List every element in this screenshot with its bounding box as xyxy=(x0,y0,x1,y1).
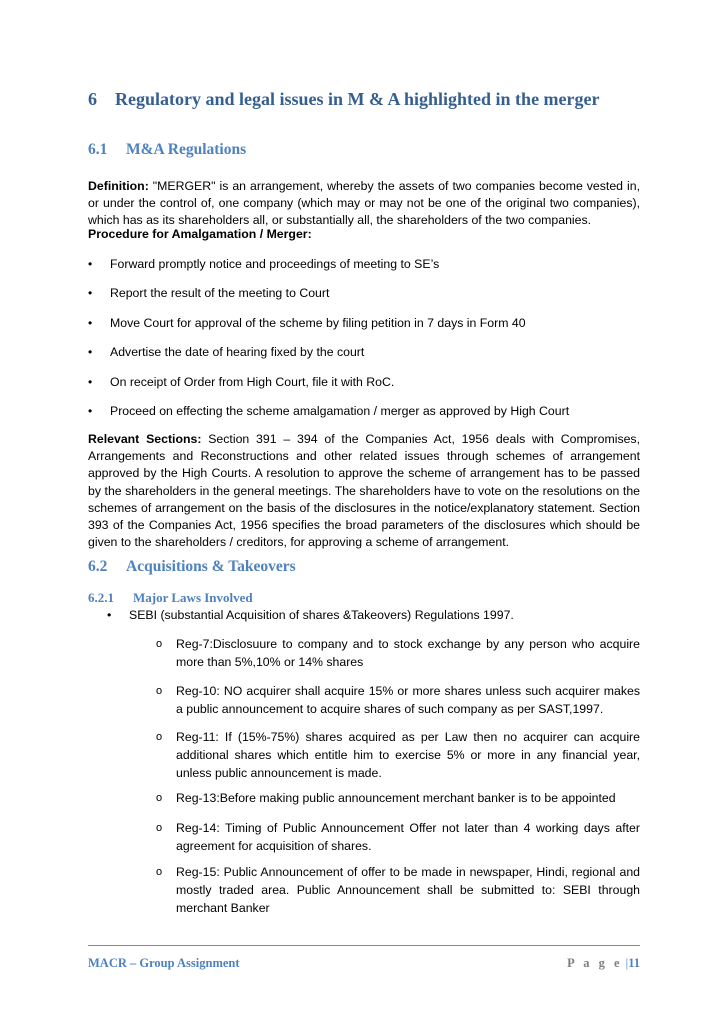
regulation-text: Reg-13:Before making public announcement merchant banker is to be appointed xyxy=(176,791,616,805)
procedure-step xyxy=(88,403,569,420)
bullet-icon: • xyxy=(107,608,112,622)
sub-bullet-icon: o xyxy=(156,866,163,878)
main-heading-title: Regulatory and legal issues in M & A highlighted in the merger xyxy=(115,89,600,109)
sub-bullet-icon: o xyxy=(156,685,163,697)
procedure-heading: Procedure for Amalgamation / Merger: xyxy=(88,227,312,241)
procedure-step xyxy=(88,374,394,391)
procedure-step-text: Move Court for approval of the scheme by filing petition in 7 days in Form 40 xyxy=(110,316,526,330)
section-6-1-title: M&A Regulations xyxy=(126,141,247,158)
procedure-step xyxy=(88,256,439,273)
procedure-step xyxy=(88,285,329,302)
footer-title: MACR – Group Assignment xyxy=(88,956,240,970)
section-6-2-title: Acquisitions & Takeovers xyxy=(126,558,296,575)
regulation-item xyxy=(156,636,640,672)
regulation-text: Reg-7:Disclosuure to company and to stock exchange by any person who acquire more than 5%,10% or 14% shares xyxy=(176,637,640,669)
bullet-icon: • xyxy=(88,345,93,359)
section-6-1-heading xyxy=(88,141,246,159)
procedure-step-text: Proceed on effecting the scheme amalgamation / merger as approved by High Court xyxy=(110,404,570,418)
procedure-step-text: Report the result of the meeting to Court xyxy=(110,286,330,300)
page-word: P a g e xyxy=(567,956,623,970)
sub-bullet-icon: o xyxy=(156,731,163,743)
regulation-item xyxy=(156,820,640,856)
regulation-text: Reg-10: NO acquirer shall acquire 15% or more shares unless such acquirer makes a public announcement to acquire shares of such company as per SAST,1997. xyxy=(176,684,640,716)
main-heading xyxy=(88,89,648,110)
main-heading-number: 6 xyxy=(88,89,97,109)
major-law-item xyxy=(107,608,514,622)
regulation-text: Reg-11: If (15%-75%) shares acquired as per Law then no acquirer can acquire additional shares which entitle him to exercise 5% or more in any financial year, unless public announcement is made. xyxy=(176,730,640,780)
bullet-icon: • xyxy=(88,316,93,330)
relevant-sections-label: Relevant Sections: xyxy=(88,432,202,446)
section-6-2-1-number: 6.2.1 xyxy=(88,590,114,605)
sub-bullet-icon: o xyxy=(156,822,163,834)
section-6-2-heading xyxy=(88,558,296,576)
sub-bullet-icon: o xyxy=(156,792,163,804)
bullet-icon: • xyxy=(88,286,93,300)
regulation-item xyxy=(156,729,640,782)
definition-label: Definition: xyxy=(88,179,149,193)
definition-text: "MERGER" is an arrangement, whereby the assets of two companies become vested in, or under the control of, one company (which may or may not be one of the original two companies), which has as its shareholders all, or substantially all, the shareholders of the two companies. xyxy=(88,179,640,228)
relevant-sections-text: Section 391 – 394 of the Companies Act, 1956 deals with Compromises, Arrangements and Reconstructions and other related issues through schemes of arrangement approved by the High Courts. A resolution to approve the scheme of arrangement has to be passed by the shareholders in the general meetings. The shareholders have to vote on the resolutions on the schemes of arrangement on the basis of the disclosures in the notice/explanatory statement. Section 393 of the Companies Act, 1956 specifies the broad parameters of the disclosures which should be given to the shareholders / creditors, for approving a scheme of arrangement. xyxy=(88,432,640,550)
regulation-item xyxy=(156,683,640,719)
bullet-icon: • xyxy=(88,404,93,418)
page-number-value: 11 xyxy=(628,956,640,970)
procedure-step xyxy=(88,315,526,332)
procedure-step-text: Advertise the date of hearing fixed by the court xyxy=(110,345,365,359)
bullet-icon: • xyxy=(88,257,93,271)
footer-divider xyxy=(88,945,640,946)
page-separator: | xyxy=(625,956,629,970)
procedure-step xyxy=(88,344,364,361)
section-6-1-number: 6.1 xyxy=(88,141,108,158)
relevant-sections-paragraph xyxy=(88,431,640,551)
section-6-2-1-heading xyxy=(88,590,253,606)
regulation-text: Reg-14: Timing of Public Announcement Offer not later than 4 working days after agreement for acquisition of shares. xyxy=(176,821,640,853)
regulation-item xyxy=(156,790,640,808)
page-number xyxy=(540,956,640,971)
regulation-text: Reg-15: Public Announcement of offer to be made in newspaper, Hindi, regional and mostly traded area. Public Announcement shall be submitted to: SEBI through merchant Banker xyxy=(176,865,640,915)
bullet-icon: • xyxy=(88,375,93,389)
regulation-item xyxy=(156,864,640,917)
major-law-text: SEBI (substantial Acquisition of shares &Takeovers) Regulations 1997. xyxy=(129,608,514,622)
procedure-step-text: On receipt of Order from High Court, file it with RoC. xyxy=(110,375,395,389)
definition-paragraph xyxy=(88,178,640,230)
section-6-2-1-title: Major Laws Involved xyxy=(133,590,253,605)
sub-bullet-icon: o xyxy=(156,638,163,650)
procedure-step-text: Forward promptly notice and proceedings of meeting to SE’s xyxy=(110,257,440,271)
section-6-2-number: 6.2 xyxy=(88,558,108,575)
